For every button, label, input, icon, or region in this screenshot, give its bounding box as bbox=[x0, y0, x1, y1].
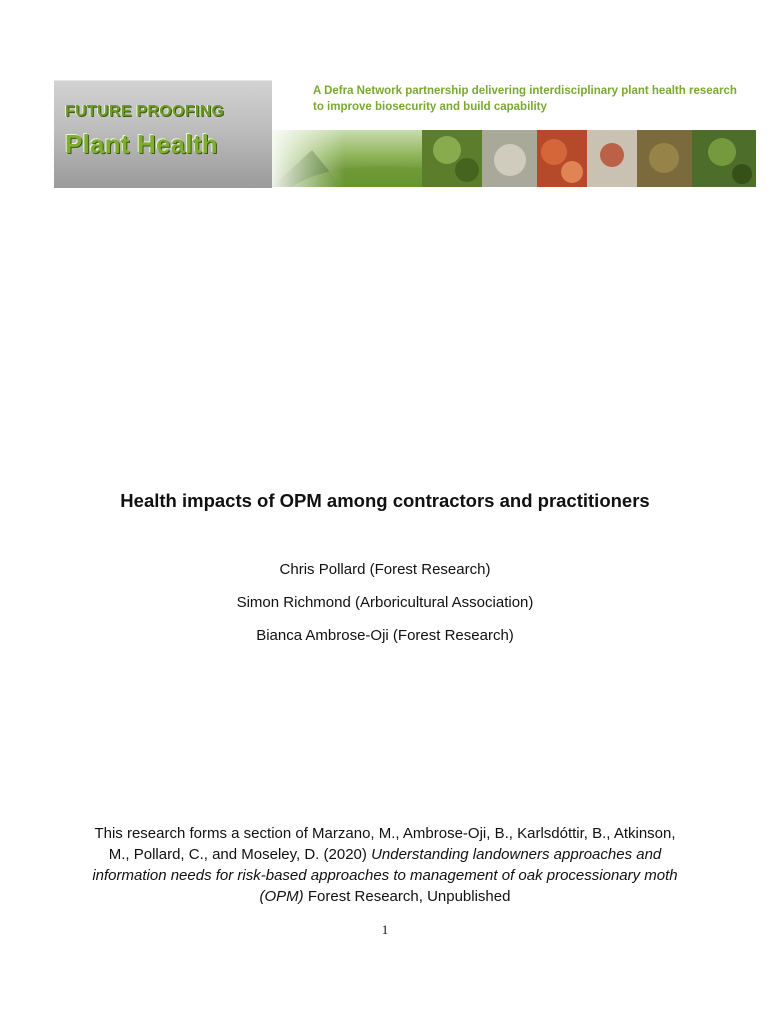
logo-line-2: Plant Health bbox=[65, 129, 218, 159]
author-1: Chris Pollard (Forest Research) bbox=[279, 561, 491, 578]
header-tagline: A Defra Network partnership delivering interdisciplinary plant health research to improve biosecurity and build capability bbox=[313, 85, 737, 113]
header-banner bbox=[54, 80, 756, 187]
header-photo-strip bbox=[272, 130, 756, 187]
citation-report-title: Understanding landowners approaches and information needs for risk-based approaches to management of oak processionary moth (OPM) bbox=[92, 846, 678, 905]
page-number: 1 bbox=[381, 922, 389, 937]
citation-prefix: This research forms a section of Marzano, M., Ambrose-Oji, B., Karlsdóttir, B., Atkinson, M., Pollard, C., and Moseley, D. (2020) bbox=[94, 825, 676, 863]
author-3: Bianca Ambrose-Oji (Forest Research) bbox=[256, 627, 514, 644]
citation-paragraph bbox=[90, 823, 680, 907]
author-2: Simon Richmond (Arboricultural Association) bbox=[236, 594, 534, 611]
logo-line-1: FUTURE PROOFING bbox=[65, 103, 225, 120]
future-proofing-logo bbox=[54, 80, 272, 188]
document-title: Health impacts of OPM among contractors and practitioners bbox=[120, 490, 650, 511]
citation-suffix: Forest Research, Unpublished bbox=[307, 888, 511, 905]
